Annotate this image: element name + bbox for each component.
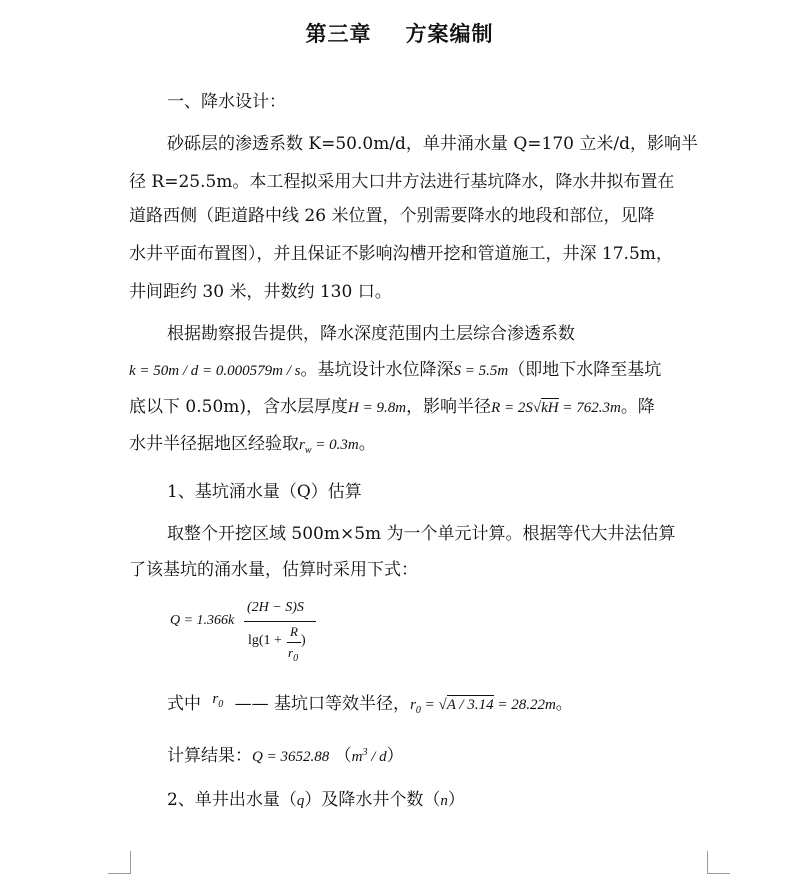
chapter-title	[0, 18, 799, 48]
formula-line	[129, 358, 661, 383]
formula-line	[129, 432, 376, 463]
paragraph-line: 取整个开挖区域 500m×5m 为一个单元计算。根据等代大井法估算	[167, 524, 676, 544]
symbol-n: n	[440, 793, 448, 809]
formula-lhs: Q = 1.366k	[170, 613, 235, 628]
paragraph-line: 径 R=25.5m。本工程拟采用大口井方法进行基坑降水，降水井拟布置在	[129, 172, 675, 192]
paragraph-line: 井间距约 30 米，井数约 130 口。	[129, 282, 392, 302]
formula-numerator: (2H − S)S	[247, 600, 304, 615]
paragraph-line: 根据勘察报告提供，降水深度范围内土层综合渗透系数	[167, 324, 575, 344]
aquifer-thickness-formula: H = 9.8m	[348, 400, 407, 416]
formula-part: r	[212, 691, 219, 707]
formula-part: 0	[415, 705, 421, 716]
formula-part: = 0.3m	[311, 437, 359, 453]
text-fragment: 。	[555, 694, 573, 714]
symbol-r0	[212, 691, 224, 710]
text-fragment: ，影响半径	[406, 397, 492, 417]
text-fragment: —— 基坑口等效半径，	[234, 694, 411, 714]
formula-part: 0	[293, 653, 299, 664]
inner-numerator: R	[290, 624, 298, 639]
margin-corner-mark-left	[108, 851, 131, 874]
text-fragment: （	[334, 746, 352, 766]
paragraph-line: 砂砾层的渗透系数 K=50.0m/d，单井涌水量 Q=170 立米/d，影响半	[167, 134, 698, 154]
fraction-bar	[244, 621, 316, 622]
margin-corner-mark-right	[707, 851, 730, 874]
section-heading-single-well	[167, 788, 465, 813]
formula-part: 3	[362, 747, 368, 758]
text-fragment: 式中	[167, 694, 201, 714]
formula-part: = 28.22m	[493, 697, 556, 713]
text-fragment: ）	[447, 790, 465, 810]
text-fragment: 。	[358, 434, 376, 454]
formula-part: r	[410, 697, 416, 713]
text-fragment: ）	[386, 746, 404, 766]
text-fragment: ）及降水井个数（	[304, 790, 441, 810]
section-heading-inflow: 1、基坑涌水量（Q）估算	[167, 482, 362, 502]
paragraph-line: 道路西侧（距道路中线 26 米位置，个别需要降水的地段和部位，见降	[129, 206, 655, 226]
formula-part: w	[304, 445, 312, 456]
well-radius-formula	[299, 437, 359, 456]
influence-radius-formula: R = 2S√kH = 762.3m	[491, 400, 621, 416]
result-formula: Q = 3652.88	[252, 749, 330, 765]
result-unit	[352, 749, 387, 765]
formula-line	[129, 395, 655, 420]
formula-part: = 762.3m	[558, 400, 621, 416]
formula-part: R = 2S	[491, 400, 533, 416]
formula-part: A / 3.14	[446, 697, 494, 713]
formula-denominator-a: lg(1 +	[248, 633, 282, 648]
text-fragment: 底以下 0.50m)，含水层厚度	[129, 397, 349, 417]
formula-part: m	[351, 749, 363, 765]
text-fragment: 计算结果：	[167, 746, 252, 766]
formula-part: r	[299, 437, 305, 453]
permeability-formula: k = 50m / d = 0.000579m / s	[129, 363, 301, 379]
section-heading-dewatering: 一、降水设计：	[167, 92, 286, 112]
text-fragment: 2、单井出水量（	[167, 790, 297, 810]
formula-part: kH	[541, 400, 559, 416]
where-line	[167, 692, 573, 723]
formula-part: / d	[367, 749, 387, 765]
chapter-number: 第三章	[305, 22, 372, 46]
formula-denominator-b: )	[301, 633, 306, 648]
paragraph-line: 水井平面布置图），并且保证不影响沟槽开挖和管道施工，井深 17.5m，	[129, 244, 673, 264]
chapter-name: 方案编制	[405, 22, 494, 46]
paragraph-line: 了该基坑的涌水量，估算时采用下式：	[129, 560, 418, 580]
text-fragment: 。基坑设计水位降深	[300, 360, 454, 380]
symbol-q: q	[296, 793, 305, 809]
formula-part: r	[288, 645, 294, 660]
formula-part: 0	[218, 699, 224, 710]
text-fragment: 。降	[620, 397, 655, 417]
result-line	[167, 741, 404, 769]
equivalent-radius-formula: $r_0 = √A / 3.14 = 28.22m$	[410, 697, 556, 716]
formula-part: =	[420, 697, 439, 713]
text-fragment: 水井半径据地区经验取	[129, 434, 299, 454]
drawdown-formula: S = 5.5m	[453, 363, 509, 379]
inner-denominator	[288, 645, 298, 664]
text-fragment: （即地下水降至基坑	[508, 360, 662, 380]
inner-fraction-bar	[287, 642, 301, 643]
